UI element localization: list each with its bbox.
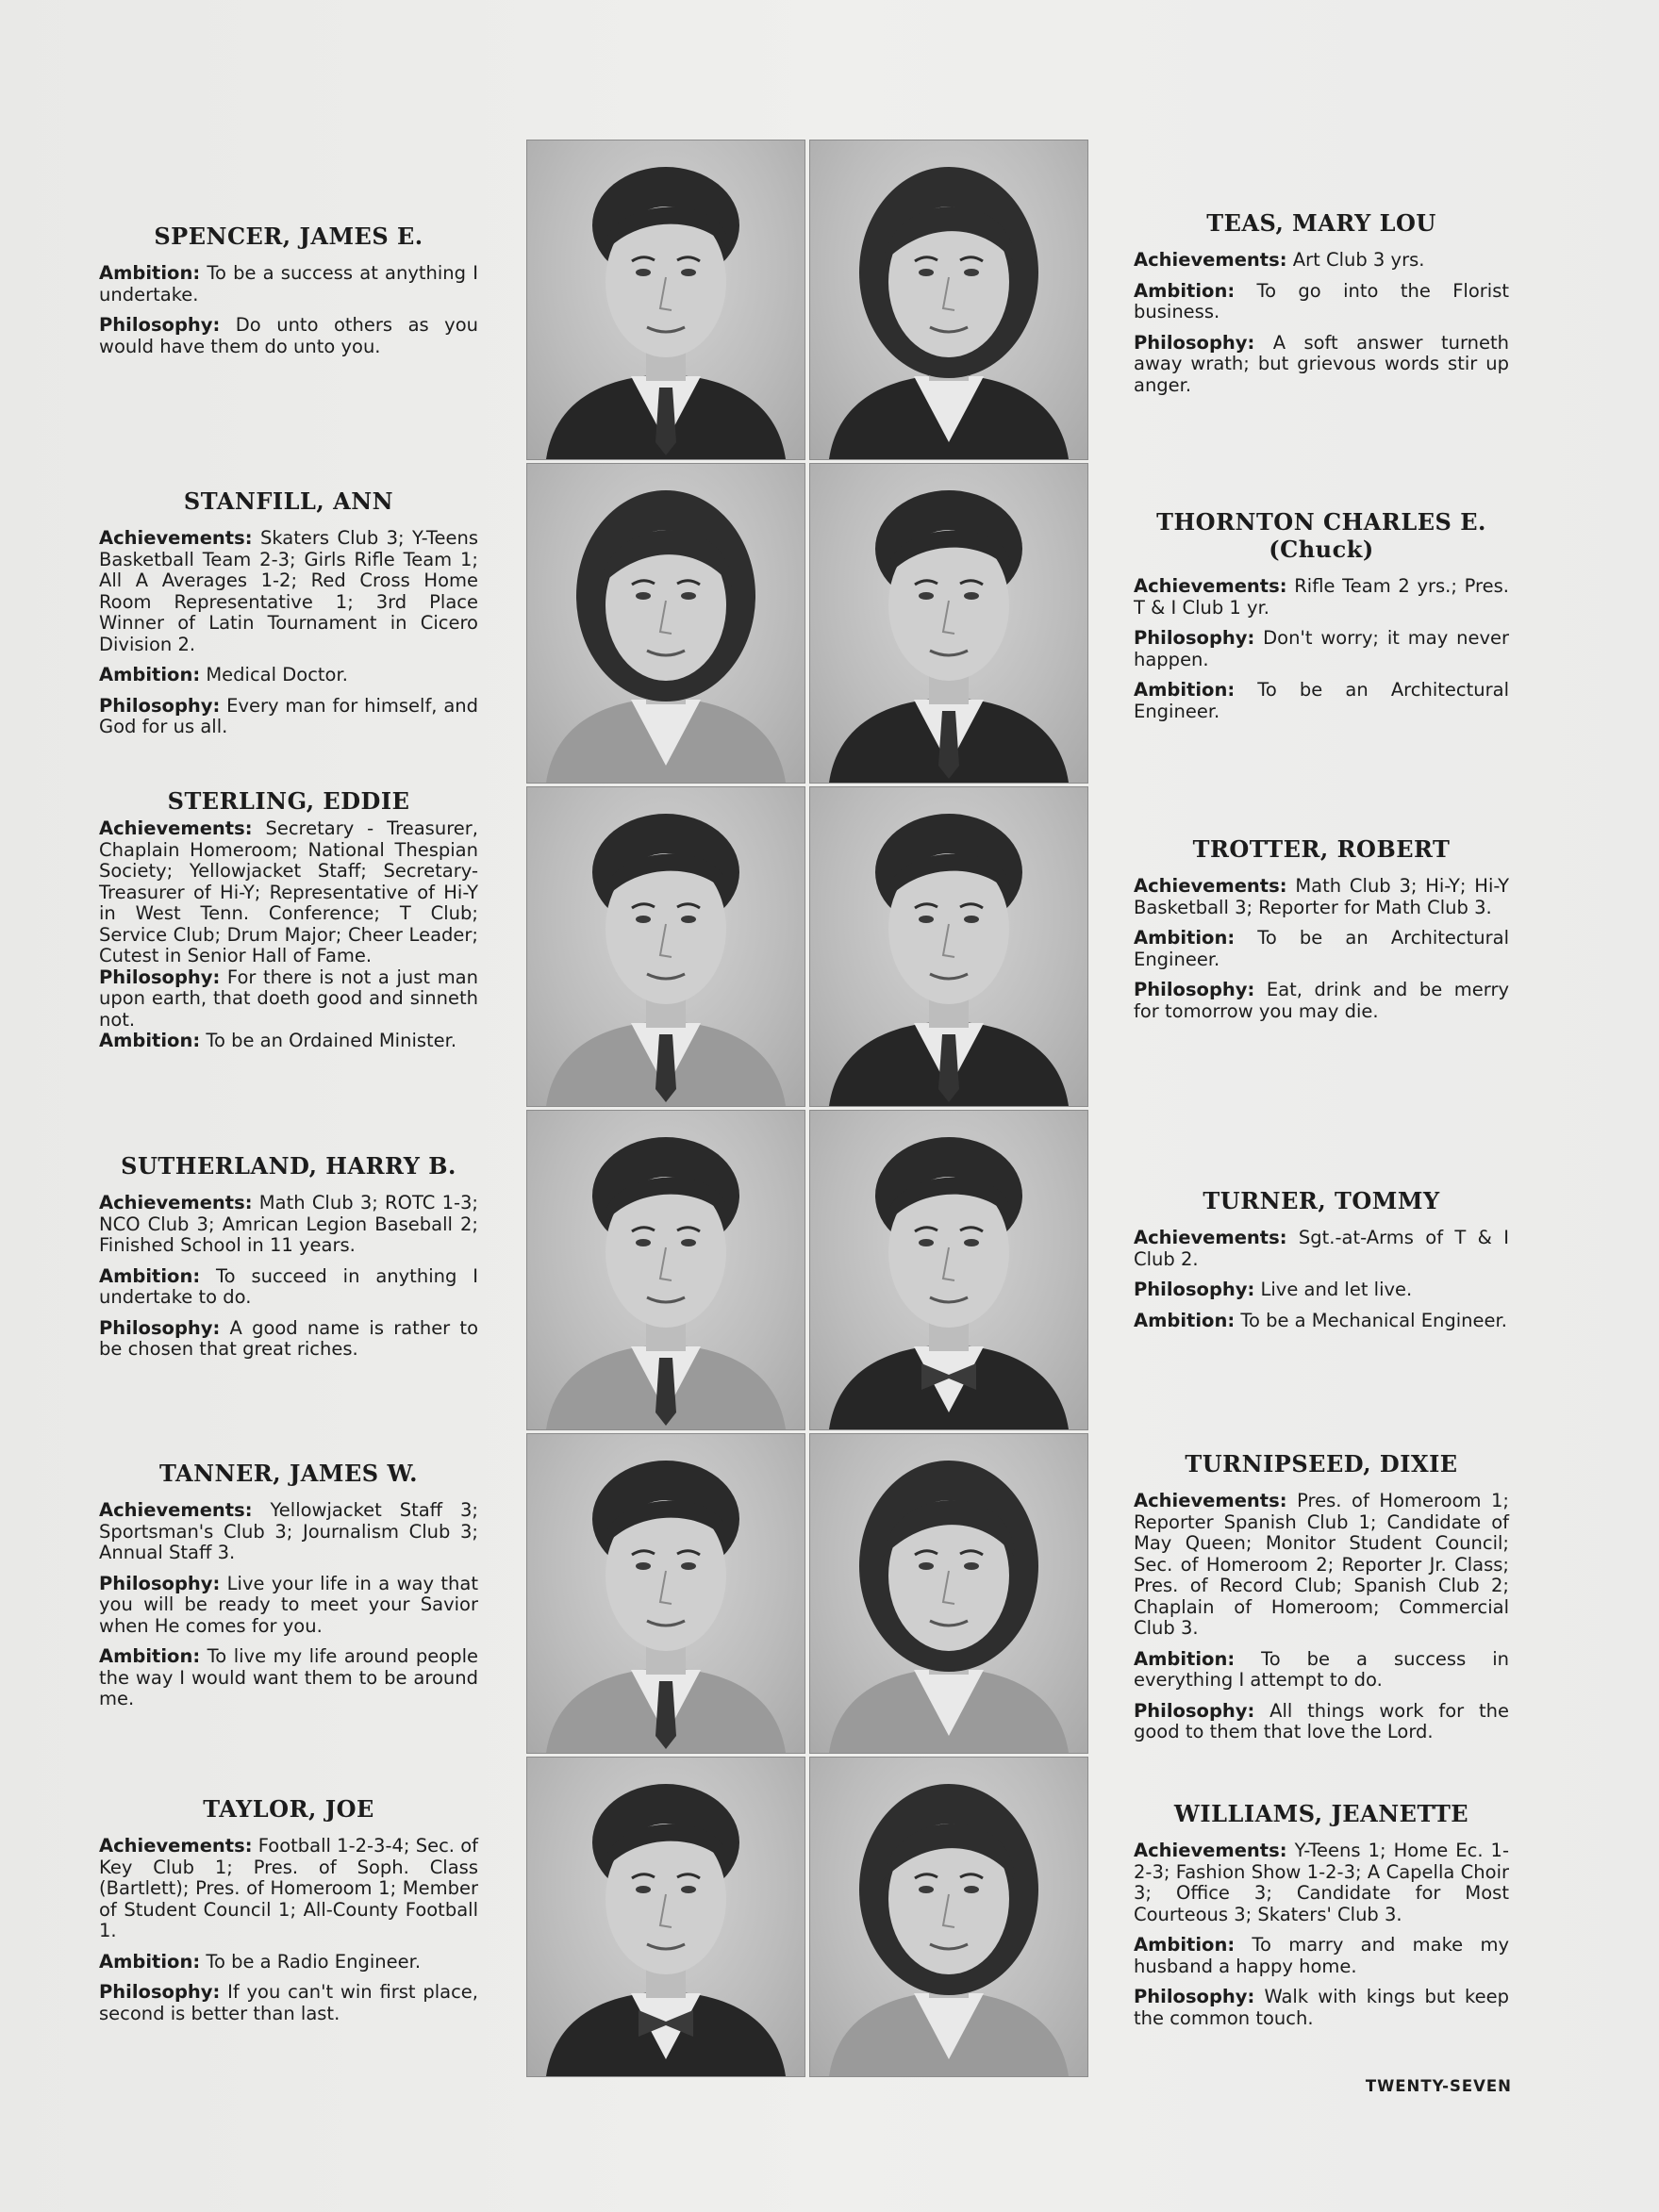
student-philosophy: Philosophy: Live and let live. [1134, 1279, 1413, 1300]
student-portrait [526, 1433, 805, 1754]
portrait-grid [526, 140, 1088, 2076]
student-portrait [526, 786, 805, 1107]
student-achievements: Achievements: Math Club 3; ROTC 1-3; NCO Club 3; Amrican Legion Baseball 2; Finished School in 11 years. [99, 1192, 478, 1256]
entry-spencer [99, 223, 478, 367]
student-ambition: Ambition: To be a success at anything I undertake. [99, 262, 478, 305]
student-name: STERLING, EDDIE [167, 787, 410, 815]
student-philosophy: Philosophy: A soft answer turneth away wrath; but grievous words stir up anger. [1134, 331, 1509, 396]
student-portrait [526, 463, 805, 784]
entry-turnipseed [1134, 1450, 1509, 1753]
student-name: THORNTON CHARLES E. [1156, 508, 1486, 536]
student-name: STANFILL, ANN [183, 487, 394, 515]
entry-williams [1134, 1800, 1509, 2039]
student-philosophy: Philosophy: Eat, drink and be merry for tomorrow you may die. [1134, 979, 1509, 1022]
student-name: WILLIAMS, JEANETTE [1173, 1800, 1469, 1827]
student-philosophy: Philosophy: Every man for himself, and God for us all. [99, 694, 479, 737]
student-achievements: Achievements: Pres. of Homeroom 1; Reporter Spanish Club 1; Candidate of May Queen; Monitor Student Council; Sec. of Homeroom 2; Reporter Jr. Class; Pres. of Record Club; Spanish Club 2; Chaplain of Homeroom; Commercial Club 3. [1134, 1490, 1509, 1639]
entry-tanner [99, 1460, 478, 1720]
student-portrait [809, 1110, 1088, 1430]
entry-teas [1134, 209, 1509, 405]
student-portrait [809, 1433, 1088, 1754]
student-philosophy: Philosophy: Walk with kings but keep the common touch. [1134, 1986, 1509, 2029]
entry-trotter [1134, 835, 1509, 1032]
student-portrait [526, 140, 805, 460]
student-philosophy: Philosophy: For there is not a just man upon earth, that doeth good and sinneth not. [99, 966, 478, 1031]
student-philosophy: Philosophy: All things work for the good to them that love the Lord. [1134, 1699, 1509, 1742]
student-philosophy: Philosophy: Do unto others as you would have them do unto you. [99, 314, 478, 357]
entry-sterling [99, 787, 478, 1052]
student-portrait [526, 1757, 805, 2077]
student-name: TURNER, TOMMY [1203, 1187, 1440, 1214]
page-number: TWENTY-SEVEN [1365, 2077, 1512, 2095]
entry-sutherland [99, 1152, 478, 1370]
student-ambition: Ambition: To marry and make my husband a happy home. [1134, 1934, 1509, 1977]
student-achievements: Achievements: Art Club 3 yrs. [1134, 249, 1425, 271]
student-ambition: Ambition: To live my life around people the way I would want them to be around me. [99, 1645, 478, 1709]
student-achievements: Achievements: Football 1-2-3-4; Sec. of Key Club 1; Pres. of Soph. Class (Bartlett); Pres. of Homeroom 1; Member of Student Council 1; All-County Football 1. [99, 1835, 478, 1941]
student-achievements: Achievements: Secretary - Treasurer, Chaplain Homeroom; National Thespian Society; Yellowjacket Staff; Secretary-Treasurer of Hi-Y; Representative of Hi-Y in West Tenn. Conference; T Club; Service Club; Drum Major; Cheer Leader; Cutest in Senior Hall of Fame. [99, 817, 479, 966]
student-nickname: (Chuck) [1269, 536, 1374, 563]
student-ambition: Ambition: To be a Radio Engineer. [99, 1950, 422, 1973]
student-ambition: Ambition: Medical Doctor. [99, 664, 348, 685]
student-ambition: Ambition: To be a success in everything I attempt to do. [1134, 1647, 1510, 1691]
student-ambition: Ambition: To go into the Florist business. [1134, 279, 1509, 322]
student-name: TANNER, JAMES W. [158, 1460, 419, 1487]
student-philosophy: Philosophy: If you can't win first place, second is better than last. [99, 1981, 479, 2024]
student-name: TURNIPSEED, DIXIE [1185, 1450, 1458, 1477]
student-portrait [809, 1757, 1088, 2077]
student-name: SPENCER, JAMES E. [154, 223, 423, 250]
entry-turner [1134, 1187, 1509, 1341]
student-name: TEAS, MARY LOU [1206, 209, 1436, 237]
student-portrait [809, 463, 1088, 784]
student-achievements: Achievements: Rifle Team 2 yrs.; Pres. T & I Club 1 yr. [1134, 575, 1509, 619]
student-achievements: Achievements: Math Club 3; Hi-Y; Hi-Y Basketball 3; Reporter for Math Club 3. [1134, 875, 1509, 918]
student-name: SUTHERLAND, HARRY B. [121, 1152, 456, 1180]
entry-stanfill [99, 487, 478, 748]
student-philosophy: Philosophy: Don't worry; it may never happen. [1134, 627, 1509, 670]
student-achievements: Achievements: Y-Teens 1; Home Ec. 1-2-3; Fashion Show 1-2-3; A Capella Choir 3; Office 3; Candidate for Most Courteous 3; Skaters' Club 3. [1134, 1840, 1510, 1925]
entry-taylor [99, 1795, 478, 2034]
student-ambition: Ambition: To be an Architectural Engineer. [1134, 927, 1509, 970]
student-ambition: Ambition: To be an Architectural Engineer. [1134, 679, 1509, 722]
student-name: TAYLOR, JOE [203, 1795, 374, 1823]
student-ambition: Ambition: To succeed in anything I undertake to do. [99, 1264, 478, 1308]
student-philosophy: Philosophy: Live your life in a way that you will be ready to meet your Savior when He comes for you. [99, 1572, 478, 1637]
student-achievements: Achievements: Skaters Club 3; Y-Teens Basketball Team 2-3; Girls Rifle Team 1; All A Averages 1-2; Red Cross Home Room Representative 1; 3rd Place Winner of Latin Tournament in Cicero Division 2. [99, 527, 478, 655]
student-achievements: Achievements: Yellowjacket Staff 3; Sportsman's Club 3; Journalism Club 3; Annual Staff 3. [99, 1499, 478, 1563]
student-ambition: Ambition: To be an Ordained Minister. [99, 1030, 457, 1051]
student-name: TROTTER, ROBERT [1192, 835, 1451, 863]
student-portrait [526, 1110, 805, 1430]
student-portrait [809, 140, 1088, 460]
student-philosophy: Philosophy: A good name is rather to be chosen that great riches. [99, 1316, 478, 1360]
student-achievements: Achievements: Sgt.-at-Arms of T & I Club 2. [1134, 1227, 1509, 1270]
student-ambition: Ambition: To be a Mechanical Engineer. [1134, 1309, 1507, 1331]
student-portrait [809, 786, 1088, 1107]
entry-thornton [1134, 508, 1509, 732]
